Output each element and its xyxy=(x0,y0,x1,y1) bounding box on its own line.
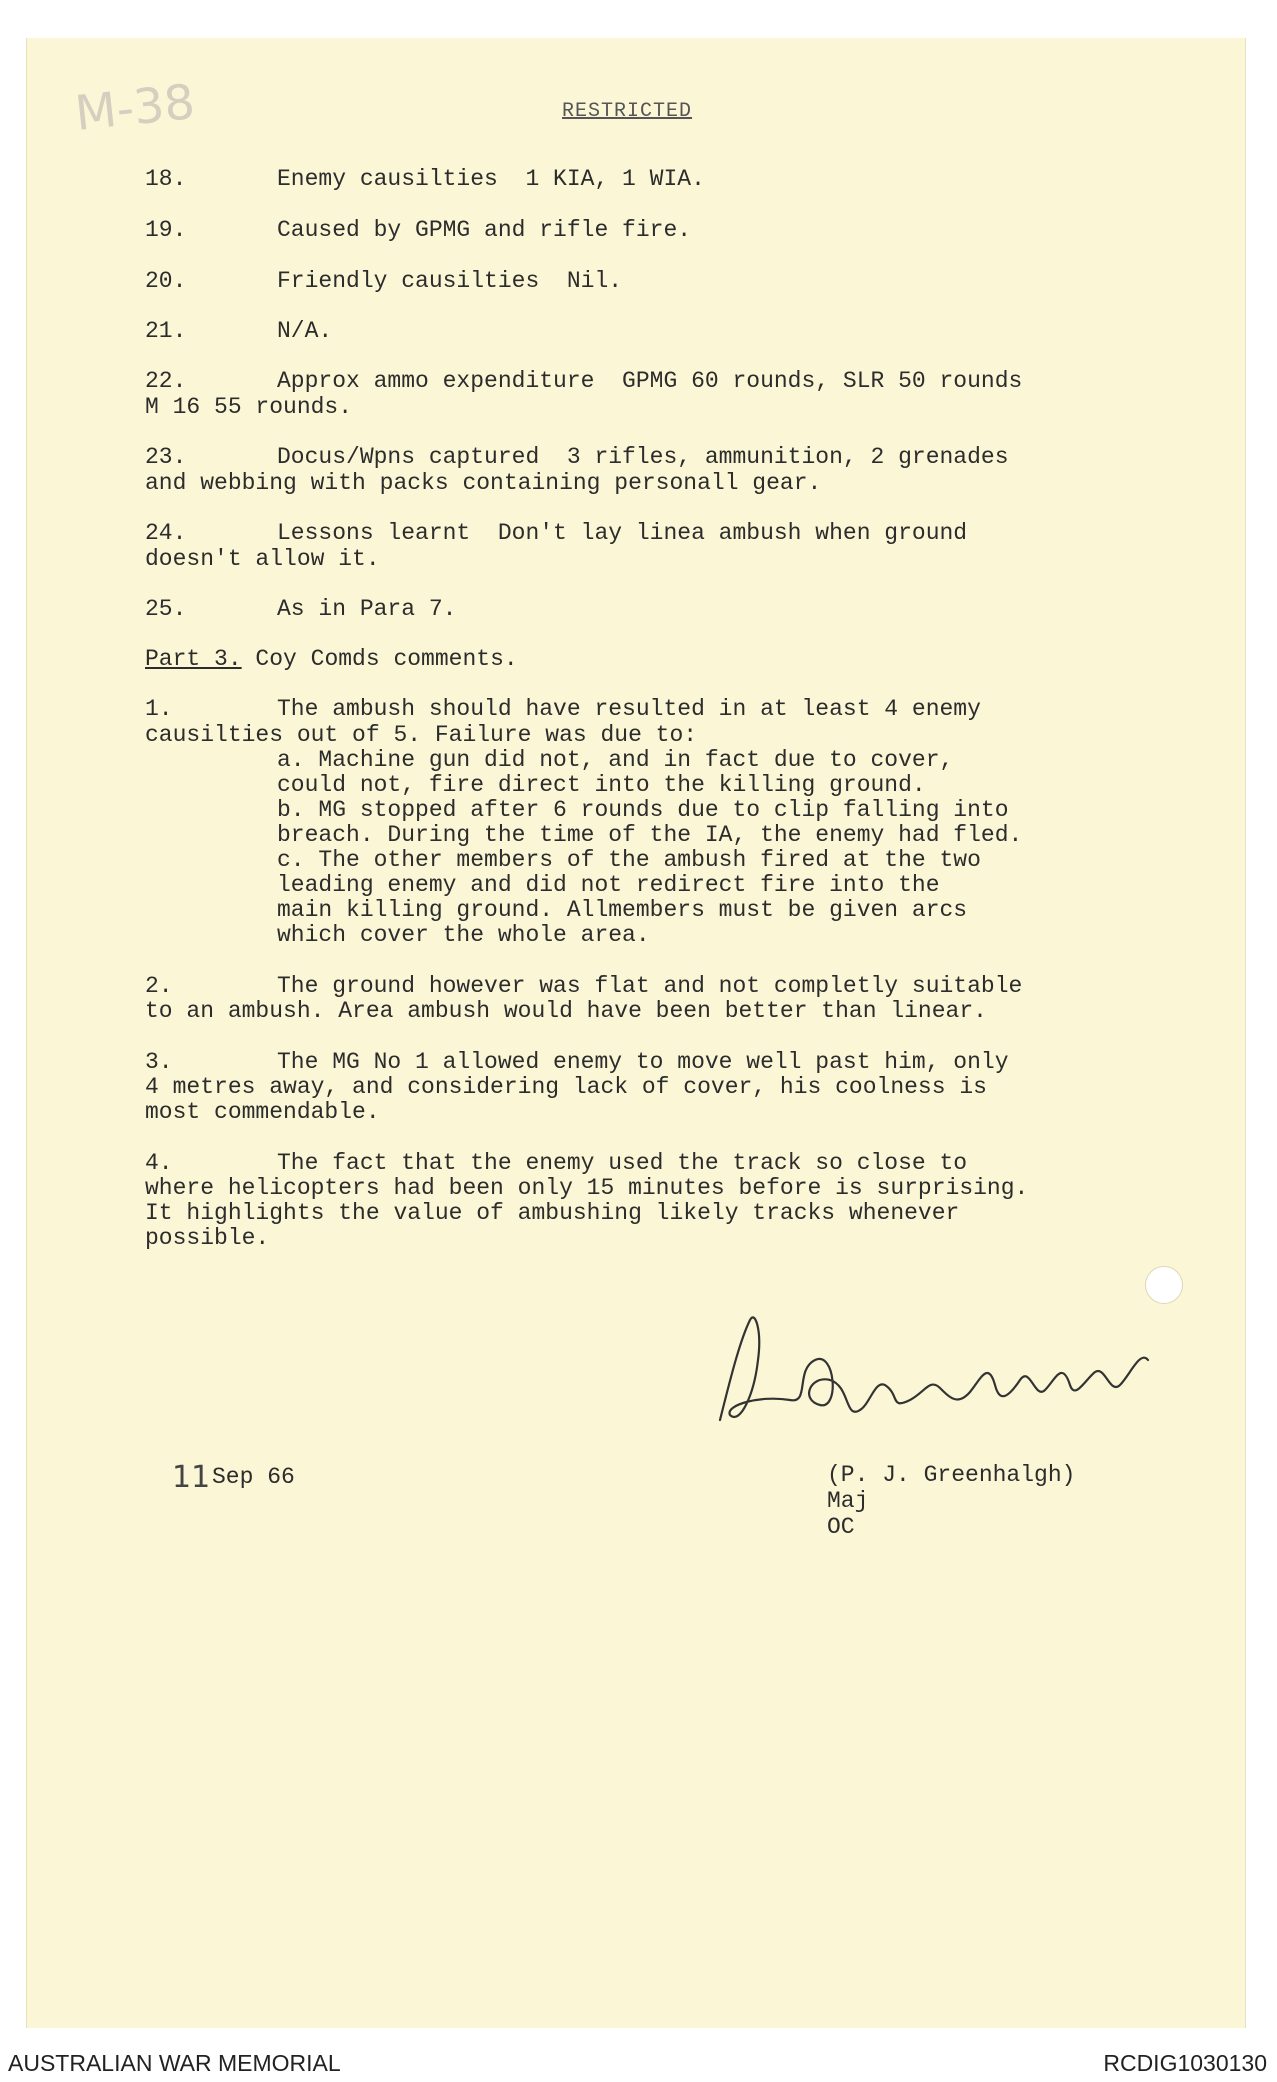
item-text: Lessons learnt Don't lay linea ambush when ground xyxy=(277,520,968,546)
para-number: 2. xyxy=(145,973,173,999)
item-text: Approx ammo expenditure GPMG 60 rounds, SLR 50 rounds xyxy=(277,368,1023,394)
item-text: Docus/Wpns captured 3 rifles, ammunition, 2 grenades xyxy=(277,444,1009,470)
para-text: most commendable. xyxy=(145,1099,380,1125)
para-subtext: could not, fire direct into the killing ground. xyxy=(277,772,926,798)
part3-heading xyxy=(145,646,518,672)
para-text: causilties out of 5. Failure was due to: xyxy=(145,722,698,748)
item-number: 21. xyxy=(145,318,187,344)
para-subtext: breach. During the time of the IA, the enemy had fled. xyxy=(277,822,1023,848)
para-subtext: main killing ground. Allmembers must be given arcs xyxy=(277,897,968,923)
para-subtext: leading enemy and did not redirect fire into the xyxy=(277,872,940,898)
para-text: The fact that the enemy used the track so close to xyxy=(277,1150,968,1176)
signature-date: Sep 66 xyxy=(212,1464,295,1490)
item-number: 24. xyxy=(145,520,187,546)
footer-archive-name: AUSTRALIAN WAR MEMORIAL xyxy=(8,2050,341,2076)
item-text-continued: and webbing with packs containing personall gear. xyxy=(145,470,822,496)
item-text: Friendly causilties Nil. xyxy=(277,268,623,294)
para-number: 1. xyxy=(145,696,173,722)
para-subtext: which cover the whole area. xyxy=(277,922,650,948)
item-text: Caused by GPMG and rifle fire. xyxy=(277,217,692,243)
part3-heading-label: Part 3. xyxy=(145,646,242,672)
item-number: 22. xyxy=(145,368,187,394)
para-subtext: a. Machine gun did not, and in fact due to cover, xyxy=(277,747,954,773)
pencil-annotation: M-38 xyxy=(72,73,198,143)
classification-stamp: RESTRICTED xyxy=(562,100,693,123)
para-text: where helicopters had been only 15 minutes before is surprising. xyxy=(145,1175,1029,1201)
item-number: 19. xyxy=(145,217,187,243)
signatory-rank: Maj xyxy=(827,1488,869,1514)
para-subtext: b. MG stopped after 6 rounds due to clip falling into xyxy=(277,797,1009,823)
signatory-appointment: OC xyxy=(827,1514,855,1540)
item-number: 25. xyxy=(145,596,187,622)
handwritten-signature xyxy=(700,1300,1160,1450)
para-text: to an ambush. Area ambush would have been better than linear. xyxy=(145,998,987,1024)
footer-record-id: RCDIG1030130 xyxy=(1103,2050,1267,2076)
item-text: As in Para 7. xyxy=(277,596,457,622)
para-text: The ambush should have resulted in at least 4 enemy xyxy=(277,696,981,722)
item-text-continued: doesn't allow it. xyxy=(145,546,380,572)
para-text: The MG No 1 allowed enemy to move well past him, only xyxy=(277,1049,1009,1075)
item-number: 23. xyxy=(145,444,187,470)
para-text: possible. xyxy=(145,1225,270,1251)
part3-heading-title: Coy Comds comments. xyxy=(241,646,518,672)
document-page xyxy=(26,38,1246,2028)
para-text: It highlights the value of ambushing likely tracks whenever xyxy=(145,1200,960,1226)
item-number: 20. xyxy=(145,268,187,294)
para-number: 3. xyxy=(145,1049,173,1075)
signatory-name: (P. J. Greenhalgh) xyxy=(827,1462,1076,1488)
para-text: 4 metres away, and considering lack of cover, his coolness is xyxy=(145,1074,987,1100)
item-number: 18. xyxy=(145,166,187,192)
para-text: The ground however was flat and not completly suitable xyxy=(277,973,1023,999)
punch-hole xyxy=(1145,1266,1183,1304)
item-text: N/A. xyxy=(277,318,333,344)
item-text-continued: M 16 55 rounds. xyxy=(145,394,353,420)
date-day-handwritten: 11 xyxy=(172,1460,211,1495)
item-text: Enemy causilties 1 KIA, 1 WIA. xyxy=(277,166,705,192)
para-number: 4. xyxy=(145,1150,173,1176)
para-subtext: c. The other members of the ambush fired at the two xyxy=(277,847,981,873)
